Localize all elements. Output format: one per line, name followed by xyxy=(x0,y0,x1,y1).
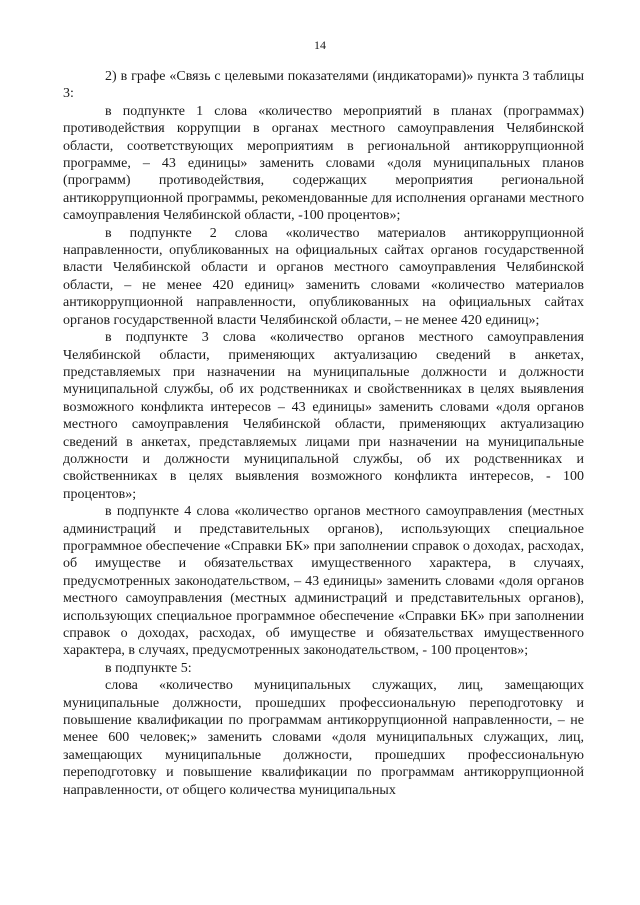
paragraph-item-2-graph: 2) в графе «Связь с целевыми показателями (индикаторами)» пункта 3 таблицы 3: xyxy=(63,69,584,102)
document-body xyxy=(63,68,584,799)
paragraph-subpoint-2: в подпункте 2 слова «количество материалов антикоррупционной направленности, опубликованных на официальных сайтах органов государственной власти Челябинской области и органов местного самоуправления Челябинской области, – не менее 420 единиц» заменить словами «количество материалов антикоррупционной направленности, опубликованных на официальных сайтах органов государственной власти Челябинской области, – не менее 420 единиц»; xyxy=(63,225,584,328)
paragraph-subpoint-3: в подпункте 3 слова «количество органов местного самоуправления Челябинской области, применяющих актуализацию сведений в анкетах, представляемых при назначении на муниципальные должности и должности муниципальной службы, об их родственниках и свойственниках в целях выявления возможного конфликта интересов – 43 единицы» заменить словами «доля органов местного самоуправления Челябинской области, применяющих актуализацию сведений в анкетах, представляемых лицами при назначении на муниципальные должности и должности муниципальной службы, об их родственниках и свойственниках в целях выявления возможного конфликта интересов, - 100 процентов»; xyxy=(63,330,584,502)
paragraph-subpoint-5-heading: в подпункте 5: xyxy=(105,660,192,676)
page-number: 14 xyxy=(314,38,326,52)
paragraph-subpoint-4: в подпункте 4 слова «количество органов местного самоуправления (местных администраций и представительных органов), использующих специальное программное обеспечение «Справки БК» при заполнении справок о доходах, расходах, об имуществе и обязательствах имущественного характера, в случаях, предусмотренных законодательством, – 43 единицы» заменить словами «доля органов местного самоуправления (местных администраций и представительных органов), использующих специальное программное обеспечение «Справки БК» при заполнении справок о доходах, расходах, об имуществе и обязательствах имущественного характера, в случаях, предусмотренных законодательством, - 100 процентов»; xyxy=(63,504,584,659)
paragraph-subpoint-1: в подпункте 1 слова «количество мероприятий в планах (программах) противодействия коррупции в органах местного самоуправления Челябинской области, соответствующих мероприятиям в региональной антикоррупционной программе, – 43 единицы» заменить словами «доля муниципальных планов (программ) противодействия, содержащих мероприятия региональной антикоррупционной программы, рекомендованные для исполнения органами местного самоуправления Челябинской области, -100 процентов»; xyxy=(63,103,584,224)
paragraph-subpoint-5-words: слова «количество муниципальных служащих, лиц, замещающих муниципальные должности, прошедших профессиональную переподготовку и повышение квалификации по программам антикоррупционной направленности, – не менее 600 человек;» заменить словами «доля муниципальных служащих, лиц, замещающих муниципальные должности, прошедших профессиональную переподготовку и повышение квалификации по программам антикоррупционной направленности, от общего количества муниципальных xyxy=(63,678,584,798)
